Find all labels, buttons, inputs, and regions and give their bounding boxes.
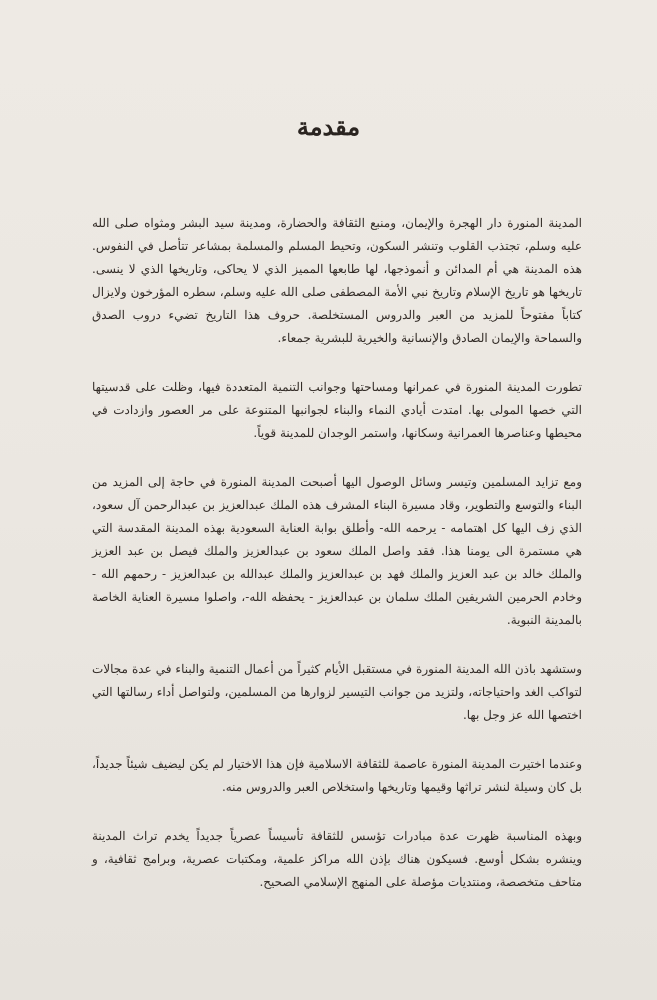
paragraph: وعندما اختيرت المدينة المنورة عاصمة للثقافة الاسلامية فإن هذا الاختيار لم يكن ليضيف شيئاً جديداً، بل كان وسيلة لنشر تراثها وقيمها وتاريخها واستخلاص العبر والدروس منه.: [92, 757, 582, 794]
page-title: مقدمة: [296, 112, 361, 141]
paragraph: وبهذه المناسبة ظهرت عدة مبادرات تؤسس للثقافة تأسيساً عصرياً جديداً يخدم تراث المدينة وينشره بشكل أوسع. فسيكون هناك بإذن الله مراكز علمية، ومكتبات عصرية، وبرامج ثقافية، و متاحف متخصصة، ومنتديات مؤصلة على المنهج الإسلامي الصحيح.: [92, 829, 582, 889]
paragraph: وستشهد باذن الله المدينة المنورة في مستقبل الأيام كثيراً من أعمال التنمية والبناء في عدة مجالات لتواكب الغد واحتياجاته، ولتزيد من جوانب التيسير لزوارها من المسلمين، ولتواصل أداء رسالتها التي اختصها الله عز وجل بها.: [92, 662, 582, 722]
page-body: [92, 212, 582, 894]
paragraph: المدينة المنورة دار الهجرة والإيمان، ومنبع الثقافة والحضارة، ومدينة سيد البشر ومثواه صلى الله عليه وسلم، تجتذب القلوب وتنشر السكون، وتحيط المسلم والمسلمة بمشاعر تتأصل في النفوس. هذه المدينة هي أم المدائن و أنموذجها، لها طابعها المميز الذي لا يحاكى، وتاريخها الذي لا ينسى. تاريخها هو تاريخ الإسلام وتاريخ نبي الأمة المصطفى صلى الله عليه وسلم، سطره المؤرخون ولايزال كتاباً مفتوحاً للمزيد من العبر والدروس المستخلصة. حروف هذا التاريخ تضيء دروب الصدق والسماحة والإيمان الصادق والإنسانية والخيرية للبشرية جمعاء.: [92, 216, 582, 345]
paragraph: تطورت المدينة المنورة في عمرانها ومساحتها وجوانب التنمية المتعددة فيها، وظلت على قدسيتها التي خصها المولى بها. امتدت أيادي النماء والبناء لجوانبها المتنوعة على مر العصور وازدادت في محيطها وعناصرها العمرانية وسكانها، واستمر الوجدان للمدينة قوياً.: [92, 380, 582, 440]
paragraph: ومع تزايد المسلمين وتيسر وسائل الوصول اليها أصبحت المدينة المنورة في حاجة إلى المزيد من البناء والتوسع والتطوير، وقاد مسيرة البناء المشرف هذه الملك عبدالعزيز بن عبدالرحمن آل سعود، الذي زف اليها كل اهتمامه - يرحمه الله- وأطلق بوابة العناية السعودية بهذه المدينة المقدسة التي هي مستمرة الى يومنا هذا. فقد واصل الملك سعود بن عبدالعزيز والملك فيصل بن عبد العزيز والملك خالد بن عبد العزيز والملك فهد بن عبدالعزيز والملك عبدالله بن عبدالعزيز - رحمهم الله - وخادم الحرمين الشريفين الملك سلمان بن عبدالعزيز - يحفظه الله-، واصلوا مسيرة العناية الخاصة بالمدينة النبوية.: [92, 475, 582, 627]
